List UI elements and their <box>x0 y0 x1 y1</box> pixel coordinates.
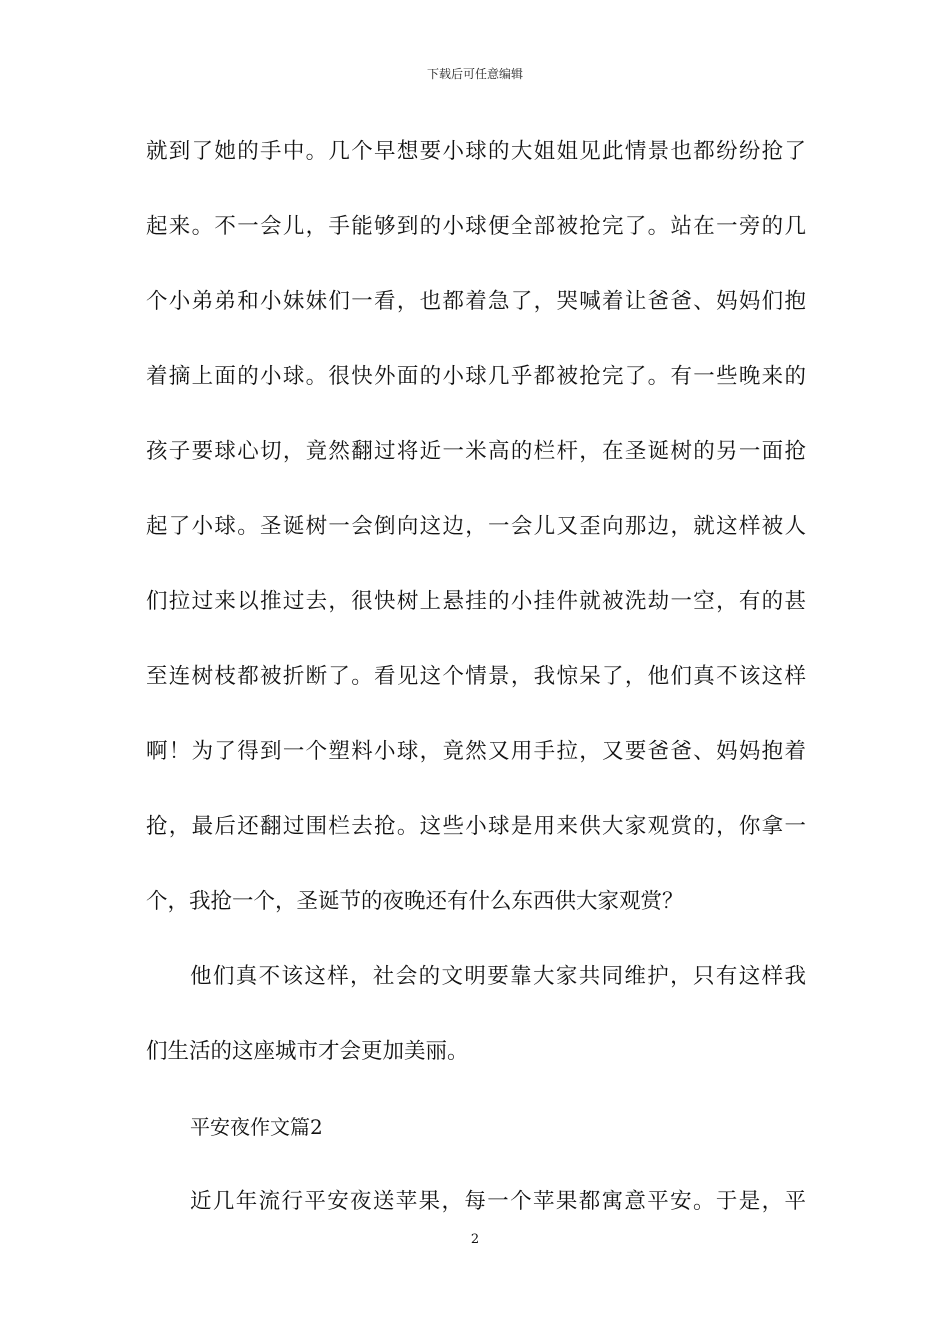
page-number: 2 <box>470 1232 480 1247</box>
text-line: 近几年流行平安夜送苹果，每一个苹果都寓意平安。于是，平 <box>190 1189 806 1214</box>
section-heading: 平安夜作文篇2 <box>190 1115 323 1139</box>
text-line: 个，我抢一个，圣诞节的夜晚还有什么东西供大家观赏？ <box>146 889 684 914</box>
text-line: 就到了她的手中。几个早想要小球的大姐姐见此情景也都纷纷抢了 <box>146 139 806 164</box>
text-line: 他们真不该这样，社会的文明要靠大家共同维护，只有这样我 <box>190 964 806 989</box>
text-line: 孩子要球心切，竟然翻过将近一米高的栏杆，在圣诞树的另一面抢 <box>146 439 806 464</box>
text-line: 着摘上面的小球。很快外面的小球几乎都被抢完了。有一些晚来的 <box>146 364 806 389</box>
text-line: 至连树枝都被折断了。看见这个情景，我惊呆了，他们真不该这样 <box>146 664 806 689</box>
document-body <box>146 128 806 1253</box>
text-line: 啊！为了得到一个塑料小球，竟然又用手拉，又要爸爸、妈妈抱着 <box>146 739 806 764</box>
text-line: 们生活的这座城市才会更加美丽。 <box>146 1039 469 1064</box>
page-header: 下载后可任意编辑 <box>426 67 523 81</box>
text-line: 抢，最后还翻过围栏去抢。这些小球是用来供大家观赏的，你拿一 <box>146 814 806 839</box>
text-line: 起来。不一会儿，手能够到的小球便全部被抢完了。站在一旁的几 <box>146 214 806 239</box>
text-line: 们拉过来以推过去，很快树上悬挂的小挂件就被洗劫一空，有的甚 <box>146 589 806 614</box>
text-line: 个小弟弟和小妹妹们一看，也都着急了，哭喊着让爸爸、妈妈们抱 <box>146 289 806 314</box>
text-line: 起了小球。圣诞树一会倒向这边，一会儿又歪向那边，就这样被人 <box>146 514 806 539</box>
